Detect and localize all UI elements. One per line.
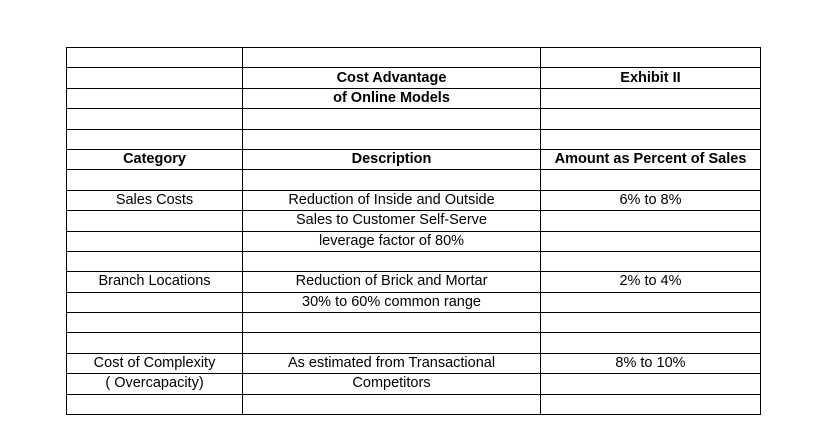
cell[interactable] [541, 292, 761, 312]
title-row [67, 68, 761, 88]
description-cell[interactable]: leverage factor of 80% [243, 231, 541, 251]
amount-cell[interactable]: 8% to 10% [541, 353, 761, 373]
category-cell[interactable]: Sales Costs [67, 190, 243, 210]
header-row [67, 149, 761, 169]
cell[interactable] [541, 48, 761, 68]
cell[interactable] [243, 251, 541, 271]
cell[interactable] [67, 333, 243, 353]
cell[interactable] [541, 251, 761, 271]
cell[interactable] [67, 211, 243, 231]
category-cell[interactable]: Branch Locations [67, 272, 243, 292]
cell[interactable] [541, 394, 761, 414]
exhibit-label[interactable]: Exhibit II [541, 68, 761, 88]
cell[interactable] [243, 129, 541, 149]
cell[interactable] [243, 394, 541, 414]
cell[interactable] [541, 109, 761, 129]
description-header[interactable]: Description [243, 149, 541, 169]
table-row [67, 272, 761, 292]
cell[interactable] [67, 292, 243, 312]
cell[interactable] [243, 48, 541, 68]
amount-header[interactable]: Amount as Percent of Sales [541, 149, 761, 169]
exhibit-title-line-2[interactable]: of Online Models [243, 88, 541, 108]
cell[interactable] [67, 313, 243, 333]
title-row [67, 88, 761, 108]
cell[interactable] [541, 170, 761, 190]
amount-cell[interactable]: 2% to 4% [541, 272, 761, 292]
table-row [67, 353, 761, 373]
cell[interactable] [541, 88, 761, 108]
cell[interactable] [541, 313, 761, 333]
cell[interactable] [67, 129, 243, 149]
cell[interactable] [541, 231, 761, 251]
cell[interactable] [541, 374, 761, 394]
cell[interactable] [243, 109, 541, 129]
blank-row [67, 48, 761, 68]
description-cell[interactable]: 30% to 60% common range [243, 292, 541, 312]
exhibit-title-line-1[interactable]: Cost Advantage [243, 68, 541, 88]
cell[interactable] [541, 333, 761, 353]
blank-row [67, 394, 761, 414]
blank-row [67, 109, 761, 129]
description-cell[interactable]: As estimated from Transactional [243, 353, 541, 373]
description-cell[interactable]: Competitors [243, 374, 541, 394]
cell[interactable] [67, 231, 243, 251]
cell[interactable] [67, 109, 243, 129]
cell[interactable] [67, 68, 243, 88]
cell[interactable] [243, 333, 541, 353]
cell[interactable] [67, 88, 243, 108]
table-row [67, 190, 761, 210]
blank-row [67, 313, 761, 333]
description-cell[interactable]: Reduction of Inside and Outside [243, 190, 541, 210]
category-cell[interactable]: ( Overcapacity) [67, 374, 243, 394]
table-row [67, 231, 761, 251]
description-cell[interactable]: Reduction of Brick and Mortar [243, 272, 541, 292]
cell[interactable] [67, 394, 243, 414]
description-cell[interactable]: Sales to Customer Self-Serve [243, 211, 541, 231]
cell[interactable] [243, 313, 541, 333]
cost-advantage-table [66, 47, 761, 415]
blank-row [67, 251, 761, 271]
category-header[interactable]: Category [67, 149, 243, 169]
cell[interactable] [67, 48, 243, 68]
cell[interactable] [243, 170, 541, 190]
cell[interactable] [541, 129, 761, 149]
amount-cell[interactable]: 6% to 8% [541, 190, 761, 210]
cell[interactable] [541, 211, 761, 231]
blank-row [67, 129, 761, 149]
table-row [67, 211, 761, 231]
table-row [67, 292, 761, 312]
cell[interactable] [67, 170, 243, 190]
table-row [67, 374, 761, 394]
blank-row [67, 333, 761, 353]
blank-row [67, 170, 761, 190]
cell[interactable] [67, 251, 243, 271]
category-cell[interactable]: Cost of Complexity [67, 353, 243, 373]
